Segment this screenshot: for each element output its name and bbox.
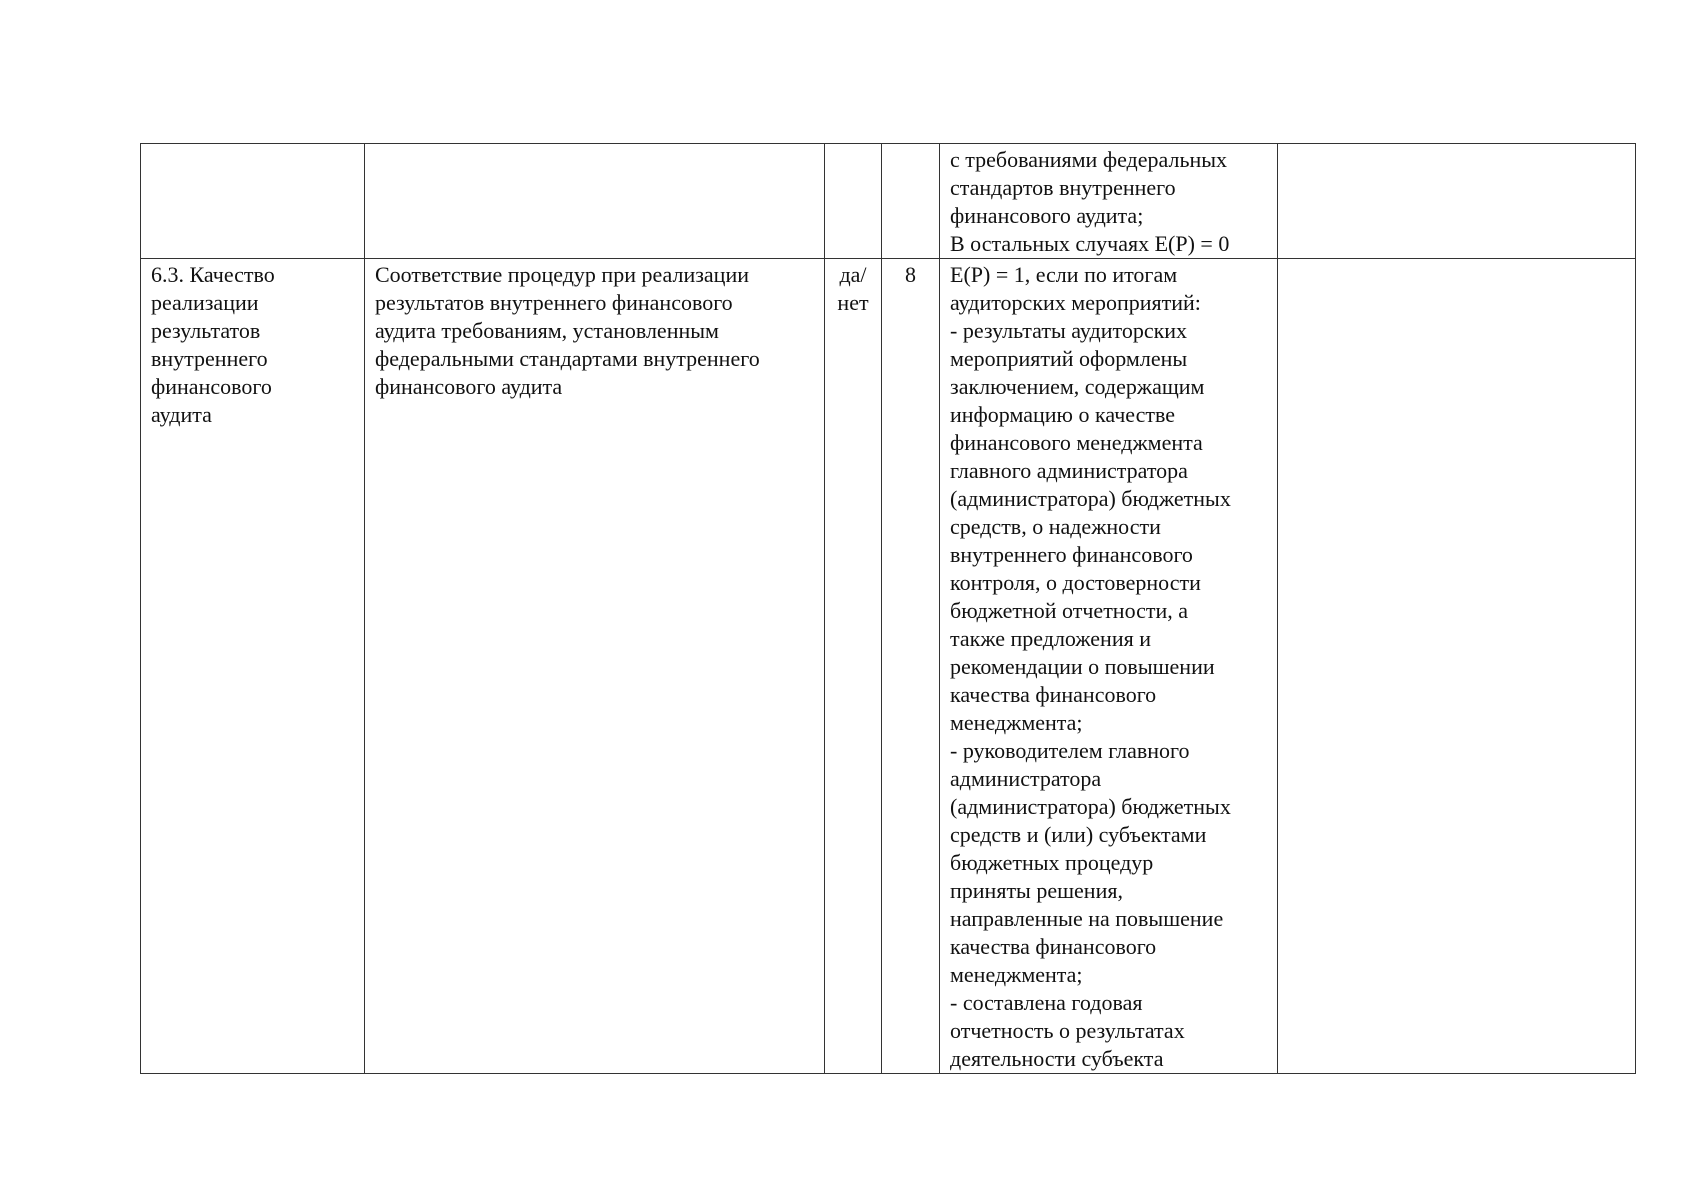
criteria-line: средств, о надежности <box>950 514 1161 539</box>
cell-description <box>365 259 825 1074</box>
criteria-line: - составлена годовая <box>950 990 1143 1015</box>
criteria-line: отчетность о результатах <box>950 1018 1185 1043</box>
criteria-line: - руководителем главного <box>950 738 1190 763</box>
table-row-continued <box>141 144 1636 259</box>
cell-criteria <box>940 259 1278 1074</box>
indicator-line: внутреннего <box>151 346 268 371</box>
criteria-line: бюджетных процедур <box>950 850 1154 875</box>
weight-value: 8 <box>905 262 916 287</box>
cell-notes-empty <box>1278 259 1636 1074</box>
indicator-line: реализации <box>151 290 259 315</box>
criteria-line: средств и (или) субъектами <box>950 822 1207 847</box>
criteria-line: также предложения и <box>950 626 1151 651</box>
criteria-line: менеджмента; <box>950 962 1083 987</box>
criteria-line: - результаты аудиторских <box>950 318 1188 343</box>
criteria-line: (администратора) бюджетных <box>950 794 1231 819</box>
cell-description-empty <box>365 144 825 259</box>
criteria-line: В остальных случаях E(P) = 0 <box>950 231 1230 256</box>
criteria-line: рекомендации о повышении <box>950 654 1215 679</box>
criteria-line: качества финансового <box>950 934 1157 959</box>
criteria-line: приняты решения, <box>950 878 1123 903</box>
criteria-line: аудиторских мероприятий: <box>950 290 1201 315</box>
criteria-line: деятельности субъекта <box>950 1046 1164 1071</box>
criteria-line: информацию о качестве <box>950 402 1176 427</box>
criteria-line: контроля, о достоверности <box>950 570 1201 595</box>
description-line: аудита требованиям, установленным <box>375 318 719 343</box>
cell-unit-empty <box>825 144 882 259</box>
cell-criteria-continued <box>940 144 1278 259</box>
criteria-line: бюджетной отчетности, а <box>950 598 1189 623</box>
description-line: Соответствие процедур при реализации <box>375 262 749 287</box>
indicator-line: 6.3. Качество <box>151 262 275 287</box>
criteria-line: финансового аудита; <box>950 203 1144 228</box>
table-row-6-3 <box>141 259 1636 1074</box>
cell-indicator-empty <box>141 144 365 259</box>
indicator-line: результатов <box>151 318 261 343</box>
description-line: результатов внутреннего финансового <box>375 290 733 315</box>
criteria-line: (администратора) бюджетных <box>950 486 1231 511</box>
description-line: федеральными стандартами внутреннего <box>375 346 760 371</box>
cell-notes-empty <box>1278 144 1636 259</box>
criteria-line: мероприятий оформлены <box>950 346 1188 371</box>
cell-weight <box>882 259 940 1074</box>
criteria-line: E(P) = 1, если по итогам <box>950 262 1178 287</box>
unit-line: да/ <box>839 262 867 287</box>
criteria-line: внутреннего финансового <box>950 542 1193 567</box>
criteria-line: заключением, содержащим <box>950 374 1205 399</box>
criteria-line: главного администратора <box>950 458 1188 483</box>
criteria-line: менеджмента; <box>950 710 1083 735</box>
criteria-line: финансового менеджмента <box>950 430 1203 455</box>
unit-line: нет <box>837 290 869 315</box>
criteria-line: с требованиями федеральных <box>950 147 1228 172</box>
cell-unit <box>825 259 882 1074</box>
cell-weight-empty <box>882 144 940 259</box>
criteria-line: качества финансового <box>950 682 1157 707</box>
indicator-line: аудита <box>151 402 212 427</box>
criteria-table <box>140 143 1636 1074</box>
criteria-line: направленные на повышение <box>950 906 1224 931</box>
indicator-line: финансового <box>151 374 272 399</box>
cell-indicator <box>141 259 365 1074</box>
criteria-line: стандартов внутреннего <box>950 175 1176 200</box>
criteria-line: администратора <box>950 766 1102 791</box>
description-line: финансового аудита <box>375 374 563 399</box>
